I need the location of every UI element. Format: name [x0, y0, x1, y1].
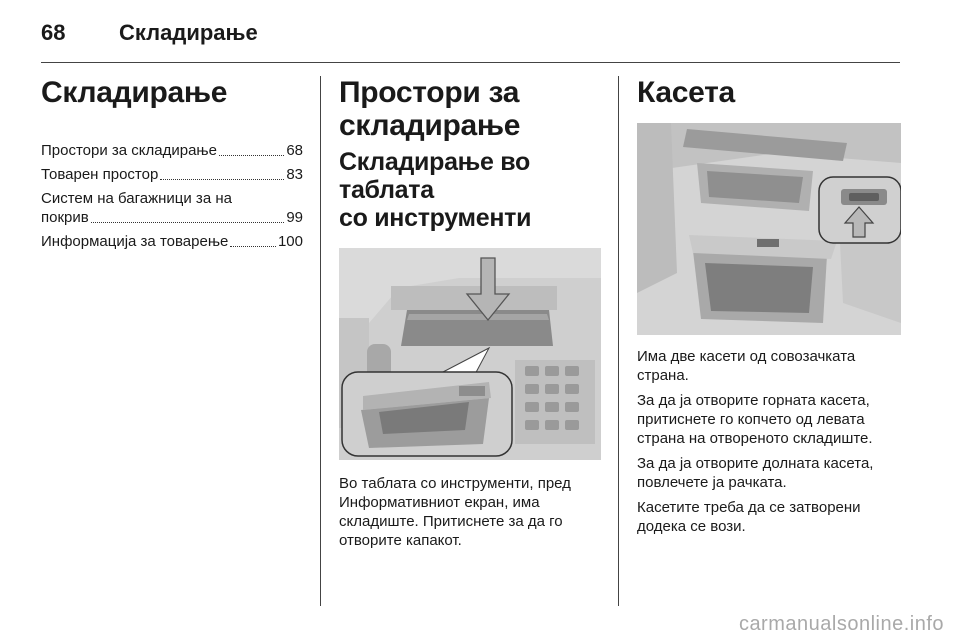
toc-leader-dots [91, 222, 285, 223]
toc-entry-label: Товарен простор [41, 166, 159, 183]
toc-entry-page: 83 [286, 166, 303, 183]
toc-entry-page: 99 [286, 209, 303, 226]
toc-entry-load-compartment[interactable] [41, 165, 303, 184]
column-divider-2 [618, 76, 619, 606]
storage-description: Во таблата со инструменти, пред Информативниот екран, има складиште. Притиснете за да го отворите капакот. [339, 475, 571, 549]
table-of-contents [41, 141, 303, 251]
toc-column [41, 76, 303, 256]
column-divider-1 [320, 76, 321, 606]
toc-entry-roof-rack-system[interactable] [41, 189, 303, 227]
page-number: 68 [41, 20, 66, 45]
toc-entry-label: Систем на багажници за на [41, 190, 232, 207]
glovebox-paragraph-4: Касетите треба да се затворени додека се вози. [637, 499, 861, 535]
section-title-line-1: Простори за [339, 76, 520, 109]
glovebox-figure [637, 123, 901, 335]
header-rule [41, 62, 900, 63]
subsection-title [339, 148, 601, 232]
section-title: Касета [637, 76, 735, 109]
glovebox-paragraph-3: За да ја отворите долната касета, повлечете ја рачката. [637, 455, 874, 491]
toc-entry-page: 68 [286, 142, 303, 159]
toc-entry-label-cont: покрив [41, 209, 89, 226]
subsection-title-line-1: Складирање во таблата [339, 148, 530, 204]
toc-leader-dots [230, 246, 276, 247]
toc-entry-storage-compartments[interactable] [41, 141, 303, 160]
subsection-title-line-2: со инструменти [339, 204, 532, 232]
toc-leader-dots [160, 179, 284, 180]
section-title [339, 76, 601, 142]
running-header-title: Складирање [119, 20, 258, 45]
glovebox-paragraph-2: За да ја отворите горната касета, притиснете го копчето од левата страна на отвореното складиште. [637, 392, 873, 447]
toc-entry-loading-information[interactable] [41, 232, 303, 251]
section-title-line-2: складирање [339, 109, 521, 142]
instrument-panel-storage-figure [339, 248, 601, 460]
watermark: carmanualsonline.info [738, 613, 944, 635]
toc-entry-label: Простори за складирање [41, 142, 217, 159]
glovebox-column [637, 76, 901, 542]
toc-entry-label: Информација за товарење [41, 233, 229, 250]
toc-leader-dots [219, 155, 284, 156]
storage-compartments-column [339, 76, 601, 556]
chapter-title: Складирање [41, 76, 228, 109]
toc-entry-page: 100 [277, 233, 303, 250]
glovebox-paragraph-1: Има две касети од совозачката страна. [637, 348, 856, 384]
